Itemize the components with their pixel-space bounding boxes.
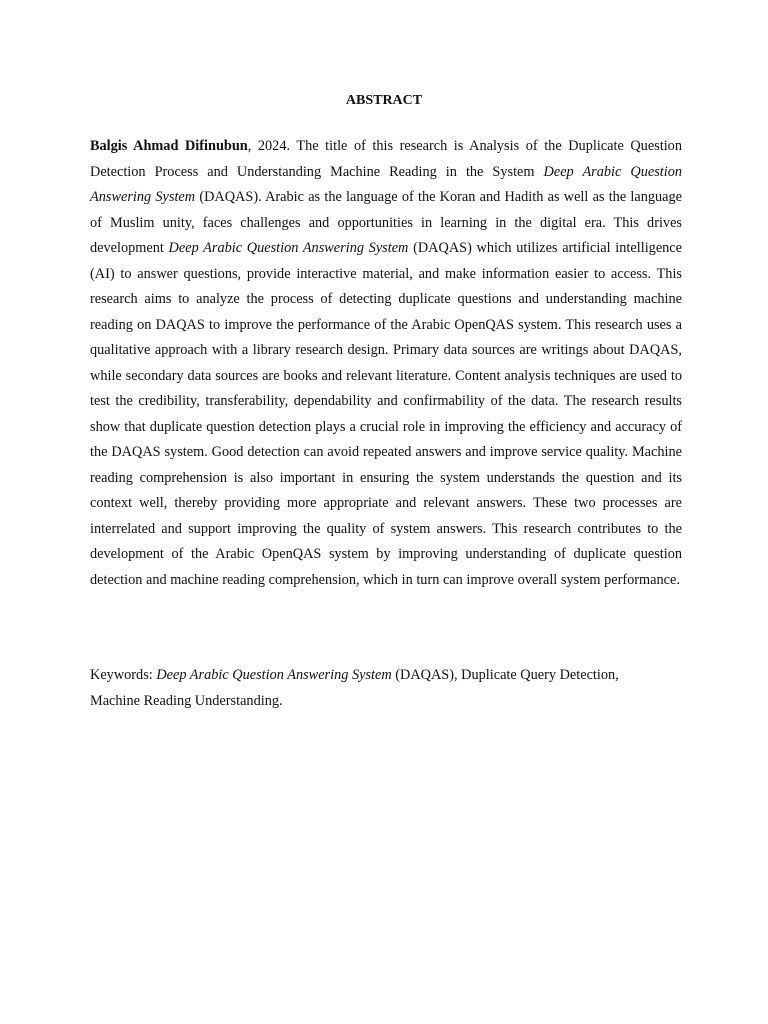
keywords-rest-line-2: Machine Reading Understanding. bbox=[90, 693, 283, 709]
abstract-italic-system-name-1: Deep Arabic Question Answering System bbox=[90, 163, 682, 205]
abstract-title: ABSTRACT bbox=[345, 93, 423, 108]
abstract-text-segment-2: (DAQAS). Arabic as the language of the Koran and Hadith as well as the language of Muslim unity, faces challenges and opportunities in learning in the digital era. This drives development bbox=[90, 189, 682, 256]
keywords-label: Keywords: bbox=[90, 667, 157, 683]
keywords-rest-line-1: (DAQAS), Duplicate Query Detection, bbox=[391, 667, 619, 683]
abstract-paragraph bbox=[90, 134, 682, 593]
author-name: Balgis Ahmad Difinubun bbox=[90, 138, 248, 154]
keywords-italic-system-name: Deep Arabic Question Answering System bbox=[156, 667, 392, 683]
abstract-text-segment-3: (DAQAS) which utilizes artificial intelligence (AI) to answer questions, provide interactive material, and make information easier to access. This research aims to analyze the process of detecting duplicate questions and understanding machine reading on DAQAS to improve the performance of the Arabic OpenQAS system. This research uses a qualitative approach with a library research design. Primary data sources are writings about DAQAS, while secondary data sources are books and relevant literature. Content analysis techniques are used to test the credibility, transferability, dependability and confirmability of the data. The research results show that duplicate question detection plays a crucial role in improving the efficiency and accuracy of the DAQAS system. Good detection can avoid repeated answers and improve service quality. Machine reading comprehension is also important in ensuring the system understands the question and its context well, thereby providing more appropriate and relevant answers. These two processes are interrelated and support improving the quality of system answers. This research contributes to the development of the Arabic OpenQAS system by improving understanding of duplicate question detection and machine reading comprehension, which in turn can improve overall system performance. bbox=[90, 240, 682, 588]
abstract-text-segment-1: , 2024. The title of this research is Analysis of the Duplicate Question Detection Process and Understanding Machine Reading in the System bbox=[90, 138, 682, 180]
keywords-paragraph bbox=[90, 662, 682, 714]
abstract-italic-system-name-2: Deep Arabic Question Answering System bbox=[168, 240, 409, 256]
